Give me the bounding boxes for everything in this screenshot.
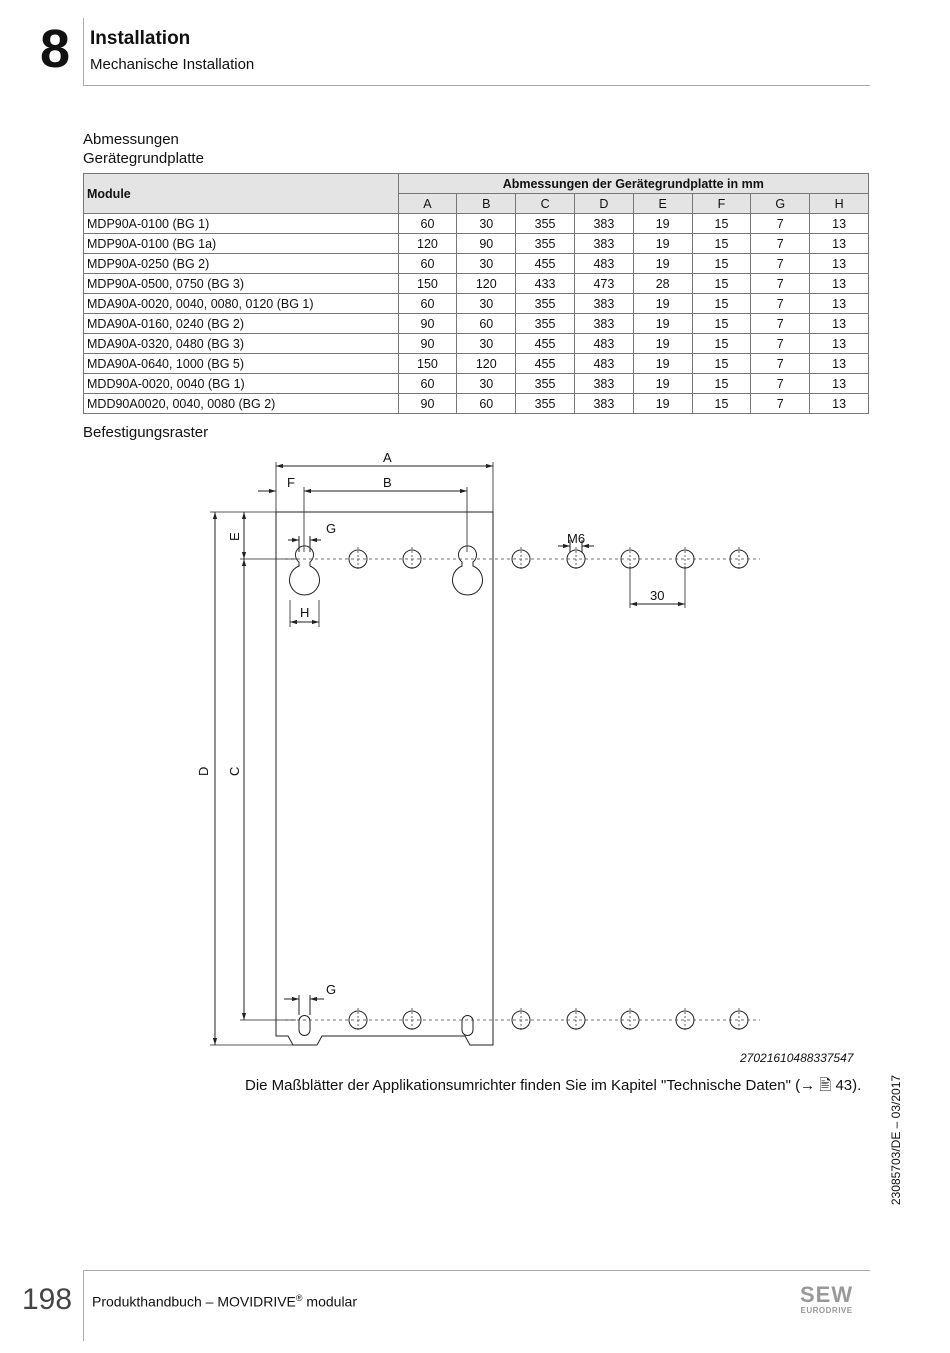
cell-f: 15: [692, 214, 751, 234]
label-30: 30: [650, 588, 665, 603]
cell-d: 483: [574, 334, 633, 354]
page-number: 198: [22, 1283, 73, 1316]
cell-a: 150: [398, 354, 457, 374]
cell-a: 150: [398, 274, 457, 294]
cell-f: 15: [692, 314, 751, 334]
slot-bottom-right: [462, 1016, 473, 1036]
col-header-group: Abmessungen der Gerätegrundplatte in mm: [398, 174, 868, 194]
footer-divider-vertical: [83, 1271, 84, 1341]
col-header-d: D: [574, 194, 633, 214]
figure-id: 27021610488337547: [740, 1051, 854, 1065]
cell-a: 60: [398, 374, 457, 394]
cell-b: 30: [457, 374, 516, 394]
cell-e: 19: [633, 214, 692, 234]
cell-c: 433: [516, 274, 575, 294]
label-c: C: [227, 766, 242, 776]
label-g-top: G: [326, 521, 337, 536]
module-name: MDP90A-0250 (BG 2): [84, 254, 399, 274]
cell-f: 15: [692, 294, 751, 314]
footer-title: [92, 1293, 357, 1310]
col-header-f: F: [692, 194, 751, 214]
cell-d: 483: [574, 354, 633, 374]
cell-g: 7: [751, 314, 810, 334]
cell-d: 383: [574, 234, 633, 254]
cell-h: 13: [810, 254, 869, 274]
cell-e: 19: [633, 374, 692, 394]
col-header-e: E: [633, 194, 692, 214]
module-name: MDP90A-0100 (BG 1): [84, 214, 399, 234]
cell-c: 355: [516, 374, 575, 394]
label-h: H: [300, 605, 310, 620]
cell-a: 120: [398, 234, 457, 254]
module-name: MDA90A-0160, 0240 (BG 2): [84, 314, 399, 334]
cell-d: 383: [574, 374, 633, 394]
cell-g: 7: [751, 394, 810, 414]
cell-e: 19: [633, 254, 692, 274]
cell-b: 30: [457, 294, 516, 314]
col-header-module: Module: [84, 174, 399, 214]
module-name: MDD90A0020, 0040, 0080 (BG 2): [84, 394, 399, 414]
label-f: F: [287, 475, 295, 490]
cell-c: 355: [516, 314, 575, 334]
footer-manual-suffix: modular: [302, 1293, 357, 1310]
cell-f: 15: [692, 374, 751, 394]
cell-a: 60: [398, 254, 457, 274]
cell-c: 355: [516, 394, 575, 414]
cell-c: 355: [516, 294, 575, 314]
cell-f: 15: [692, 234, 751, 254]
registered-mark: ®: [295, 1293, 303, 1303]
module-name: MDP90A-0100 (BG 1a): [84, 234, 399, 254]
module-name: MDA90A-0020, 0040, 0080, 0120 (BG 1): [84, 294, 399, 314]
section-heading-base-plate: Gerätegrundplatte: [83, 150, 204, 167]
col-header-c: C: [516, 194, 575, 214]
cell-e: 28: [633, 274, 692, 294]
cell-c: 455: [516, 354, 575, 374]
chapter-number: 8: [40, 19, 71, 79]
cell-f: 15: [692, 274, 751, 294]
cell-c: 455: [516, 254, 575, 274]
cell-b: 30: [457, 334, 516, 354]
chapter-title: Installation: [90, 28, 191, 49]
label-b: B: [383, 475, 392, 490]
sew-eurodrive-logo: [800, 1284, 853, 1315]
keyhole-top-left: [290, 546, 320, 595]
cell-b: 30: [457, 254, 516, 274]
cell-c: 455: [516, 334, 575, 354]
cell-c: 355: [516, 214, 575, 234]
chapter-subtitle: Mechanische Installation: [90, 56, 255, 73]
cell-g: 7: [751, 354, 810, 374]
cell-b: 60: [457, 394, 516, 414]
cell-h: 13: [810, 354, 869, 374]
cell-b: 90: [457, 234, 516, 254]
cell-h: 13: [810, 214, 869, 234]
document-id: 23085703/DE – 03/2017: [889, 1074, 903, 1206]
section-heading-dimensions: Abmessungen: [83, 131, 179, 148]
module-name: MDA90A-0640, 1000 (BG 5): [84, 354, 399, 374]
cell-e: 19: [633, 314, 692, 334]
cell-d: 383: [574, 214, 633, 234]
cell-e: 19: [633, 234, 692, 254]
label-m6: M6: [567, 531, 586, 546]
col-header-g: G: [751, 194, 810, 214]
module-name: MDP90A-0500, 0750 (BG 3): [84, 274, 399, 294]
cell-a: 90: [398, 334, 457, 354]
cell-g: 7: [751, 334, 810, 354]
col-header-a: A: [398, 194, 457, 214]
cell-f: 15: [692, 334, 751, 354]
cell-d: 483: [574, 254, 633, 274]
cell-f: 15: [692, 394, 751, 414]
cell-e: 19: [633, 334, 692, 354]
logo-bottom: EURODRIVE: [800, 1306, 853, 1315]
footer-manual-prefix: Produkthandbuch – MOVIDRIVE: [92, 1293, 296, 1310]
cell-g: 7: [751, 214, 810, 234]
cell-b: 60: [457, 314, 516, 334]
cell-d: 383: [574, 314, 633, 334]
cell-f: 15: [692, 354, 751, 374]
label-a: A: [383, 450, 392, 465]
cell-a: 60: [398, 214, 457, 234]
cell-h: 13: [810, 374, 869, 394]
cell-g: 7: [751, 254, 810, 274]
cell-h: 13: [810, 334, 869, 354]
cell-b: 120: [457, 354, 516, 374]
module-name: MDA90A-0320, 0480 (BG 3): [84, 334, 399, 354]
label-e: E: [227, 532, 242, 541]
cell-a: 90: [398, 314, 457, 334]
cell-d: 383: [574, 394, 633, 414]
section-heading-mounting-grid: Befestigungsraster: [83, 424, 209, 441]
cell-h: 13: [810, 294, 869, 314]
cell-g: 7: [751, 274, 810, 294]
cell-d: 383: [574, 294, 633, 314]
cell-h: 13: [810, 394, 869, 414]
cell-e: 19: [633, 394, 692, 414]
cell-e: 19: [633, 294, 692, 314]
footer-divider-horizontal: [83, 1270, 870, 1271]
label-g-bottom: G: [326, 982, 337, 997]
slot-bottom-left: [299, 1016, 310, 1036]
cell-b: 120: [457, 274, 516, 294]
label-d: D: [196, 766, 211, 776]
module-name: MDD90A-0020, 0040 (BG 1): [84, 374, 399, 394]
cell-g: 7: [751, 374, 810, 394]
note-paragraph: Die Maßblätter der Applikationsumrichter finden Sie im Kapitel "Technische Daten" (→ 🖹 43).: [245, 1077, 862, 1094]
cell-h: 13: [810, 234, 869, 254]
logo-top: SEW: [800, 1282, 854, 1307]
cell-h: 13: [810, 314, 869, 334]
plate-outline: [276, 512, 493, 1045]
cell-e: 19: [633, 354, 692, 374]
cell-g: 7: [751, 234, 810, 254]
cell-a: 60: [398, 294, 457, 314]
cell-b: 30: [457, 214, 516, 234]
cell-g: 7: [751, 294, 810, 314]
cell-h: 13: [810, 274, 869, 294]
cell-c: 355: [516, 234, 575, 254]
col-header-b: B: [457, 194, 516, 214]
keyhole-top-right: [453, 546, 483, 595]
cell-a: 90: [398, 394, 457, 414]
cell-d: 473: [574, 274, 633, 294]
col-header-h: H: [810, 194, 869, 214]
cell-f: 15: [692, 254, 751, 274]
